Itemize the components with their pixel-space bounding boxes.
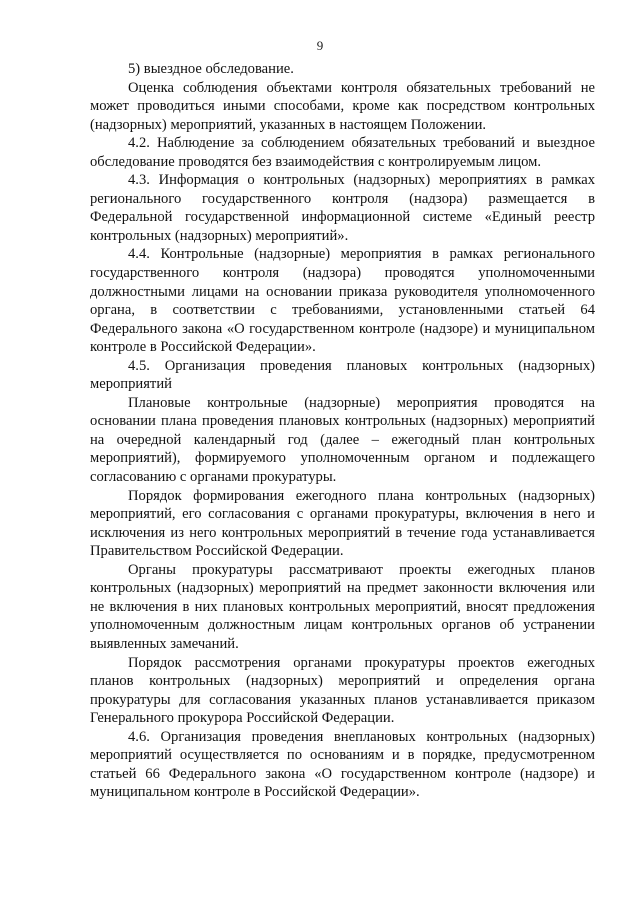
paragraph: 4.6. Организация проведения внеплановых контрольных (надзорных) мероприятий осуществляется по основаниям и в порядке, предусмотренном статьей 66 Федерального закона «О государственном контроле (надзоре) и муниципальном контроле в Российской Федерации».	[90, 728, 595, 801]
paragraph: Плановые контрольные (надзорные) мероприятия проводятся на основании плана проведения плановых контрольных (надзорных) мероприятий на очередной календарный год (далее – ежегодный план контрольных мероприятий), формируемого уполномоченным органом и подлежащего согласованию с органами прокуратуры.	[90, 394, 595, 486]
paragraph: 4.4. Контрольные (надзорные) мероприятия в рамках регионального государственного контроля (надзора) проводятся уполномоченными должностными лицами на основании приказа руководителя уполномоченного органа, в соответствии с требованиями, установленными статьей 64 Федерального закона «О государственном контроле (надзоре) и муниципальном контроле в Российской Федерации».	[90, 246, 595, 356]
page-number: 9	[316, 38, 324, 53]
paragraph: 5) выездное обследование.	[128, 61, 294, 77]
paragraph: 4.3. Информация о контрольных (надзорных) мероприятиях в рамках регионального государственного контроля (надзора) размещается в Федеральной государственной информационной системе «Единый реестр контрольных (надзорных) мероприятий».	[90, 172, 595, 244]
document-body	[90, 60, 595, 802]
paragraph: Порядок формирования ежегодного плана контрольных (надзорных) мероприятий, его согласования с органами прокуратуры, включения в него и исключения из него контрольных мероприятий в течение года устанавливается Правительством Российской Федерации.	[90, 487, 595, 560]
paragraph: 4.2. Наблюдение за соблюдением обязательных требований и выездное обследование проводятся без взаимодействия с контролируемым лицом.	[90, 135, 595, 170]
paragraph: Оценка соблюдения объектами контроля обязательных требований не может проводиться иными способами, кроме как посредством контрольных (надзорных) мероприятий, указанных в настоящем Положении.	[90, 79, 595, 133]
paragraph: Органы прокуратуры рассматривают проекты ежегодных планов контрольных (надзорных) мероприятий на предмет законности включения или не включения в них плановых контрольных мероприятий, вносят предложения уполномоченным должностным лицам контрольных органов об устранении выявленных замечаний.	[90, 561, 595, 652]
section-heading: 4.5. Организация проведения плановых контрольных (надзорных) мероприятий	[90, 357, 595, 393]
paragraph: Порядок рассмотрения органами прокуратуры проектов ежегодных планов контрольных (надзорных) мероприятий и определения органа прокуратуры для согласования указанных планов устанавливается приказом Генерального прокурора Российской Федерации.	[90, 654, 595, 727]
